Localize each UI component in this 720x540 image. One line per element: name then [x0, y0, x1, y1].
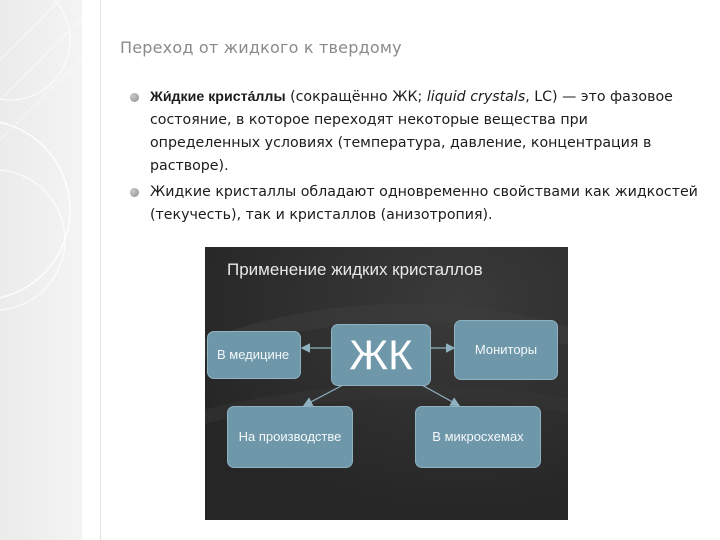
applications-diagram — [205, 247, 568, 520]
term-liquid-crystals: Жи́дкие криста́ллы — [150, 89, 286, 105]
decorative-circles — [0, 0, 82, 540]
bullet-icon — [130, 188, 139, 197]
node-production: На производстве — [227, 406, 353, 468]
node-microchips: В микросхемах — [415, 406, 541, 468]
decorative-side-band — [0, 0, 82, 540]
bullet-icon — [130, 93, 139, 102]
arrow-to-microchips — [420, 384, 458, 405]
slide-title: Переход от жидкого к твердому — [120, 38, 402, 57]
node-center-lc: ЖК — [331, 324, 431, 386]
bullet-italic-term: liquid crystals — [426, 89, 526, 105]
bullet-text: (сокращённо ЖК; — [285, 89, 427, 105]
bullet-item — [130, 86, 700, 178]
bullet-text: Жидкие кристаллы обладают одновременно свойствами как жидкостей (текучесть), так и кристаллов (анизотропия). — [150, 184, 698, 223]
arrow-to-production — [305, 384, 345, 405]
bullet-item — [130, 181, 700, 227]
diagram-title: Применение жидких кристаллов — [227, 260, 483, 279]
bullet-text: , LC) — это фазовое состояние, в которое переходят некоторые вещества при определенных условиях (температура, давление, концентрация в растворе). — [150, 89, 673, 174]
node-medicine: В медицине — [207, 331, 301, 379]
bullet-list — [130, 86, 700, 230]
vertical-divider — [100, 0, 101, 540]
node-monitors: Мониторы — [454, 320, 558, 380]
